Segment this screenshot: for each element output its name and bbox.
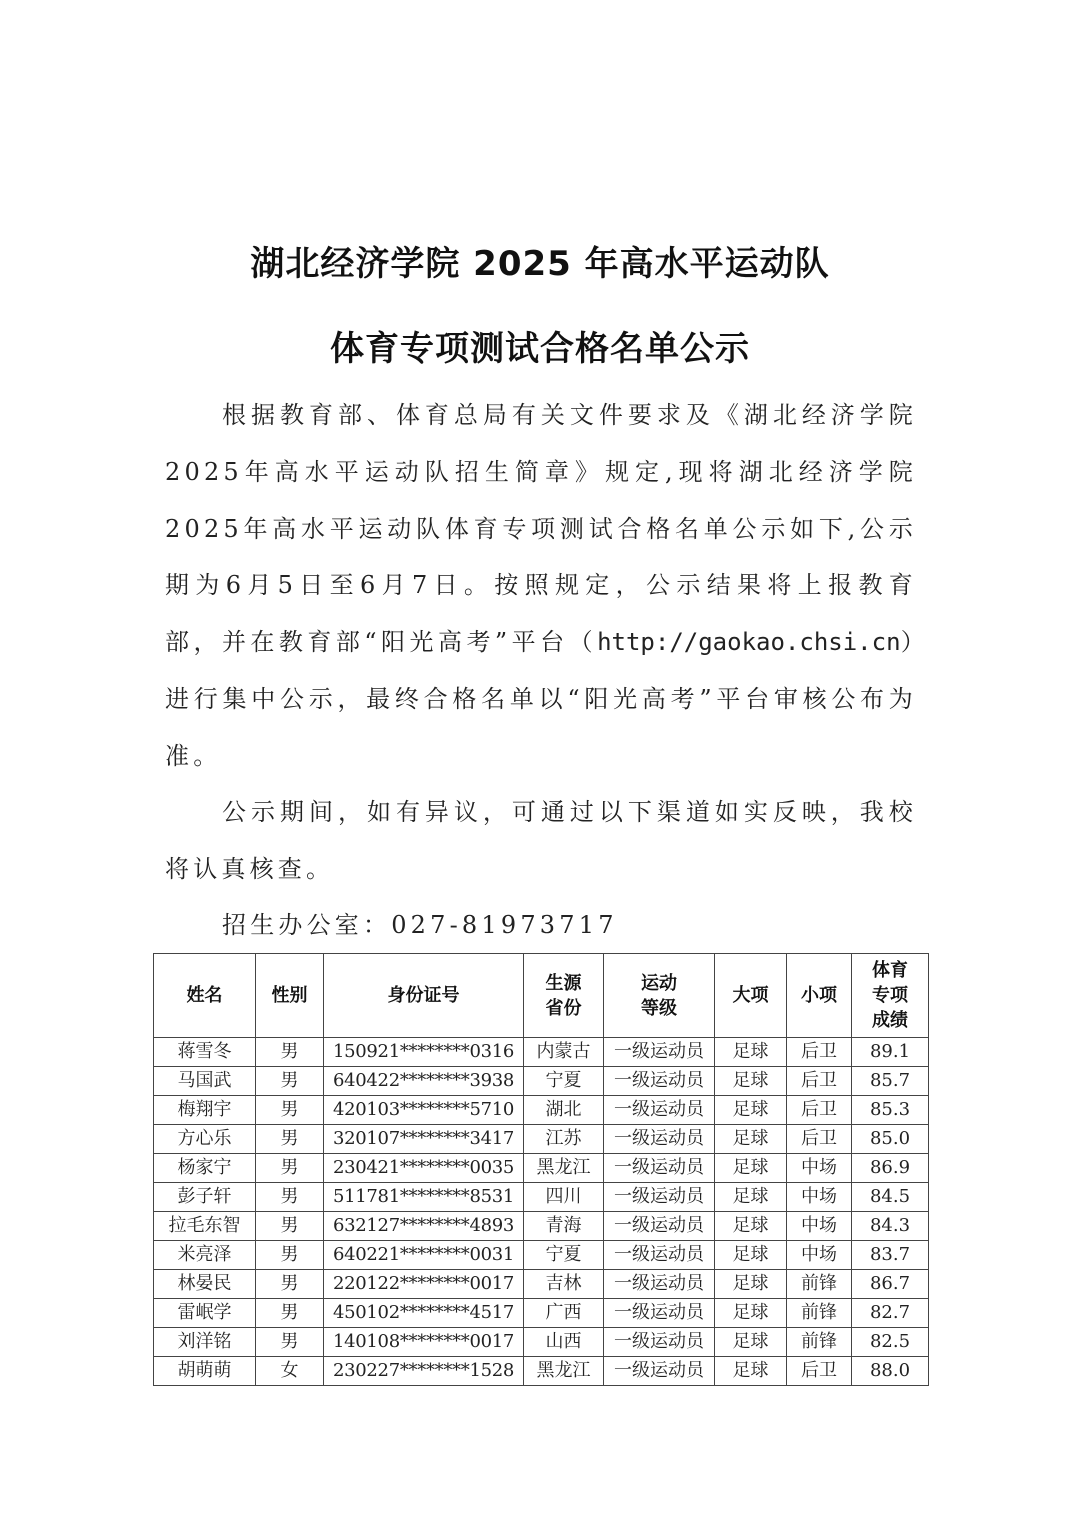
cell-sport: 足球	[715, 1125, 787, 1154]
cell-sport-level: 一级运动员	[604, 1328, 715, 1357]
cell-position: 前锋	[787, 1270, 852, 1299]
contact-phone: 027-81973717	[391, 911, 618, 939]
cell-id-number: 230227********1528	[324, 1357, 524, 1386]
cell-gender: 男	[256, 1183, 324, 1212]
cell-score: 82.5	[852, 1328, 929, 1357]
cell-position: 中场	[787, 1154, 852, 1183]
cell-gender: 男	[256, 1241, 324, 1270]
header-text: 省份	[545, 997, 582, 1019]
cell-score: 89.1	[852, 1038, 929, 1067]
cell-name: 刘洋铭	[154, 1328, 256, 1357]
cell-gender: 男	[256, 1096, 324, 1125]
cell-sport: 足球	[715, 1270, 787, 1299]
header-name	[154, 954, 256, 1038]
header-text: 成绩	[872, 1010, 908, 1031]
cell-score: 85.7	[852, 1067, 929, 1096]
header-text: 专项	[872, 985, 908, 1006]
cell-province: 湖北	[524, 1096, 604, 1125]
cell-id-number: 420103********5710	[324, 1096, 524, 1125]
cell-name: 蒋雪冬	[154, 1038, 256, 1067]
cell-id-number: 640221********0031	[324, 1241, 524, 1270]
contact-label: 招生办公室：	[222, 911, 392, 939]
cell-province: 广西	[524, 1299, 604, 1328]
header-id-number	[324, 954, 524, 1038]
paragraph-text-continued: ）进行集中公示，最终合格名单以“阳光高考”平台审核公布为准。	[165, 628, 917, 770]
cell-sport: 足球	[715, 1183, 787, 1212]
cell-id-number: 511781********8531	[324, 1183, 524, 1212]
cell-sport-level: 一级运动员	[604, 1096, 715, 1125]
cell-id-number: 220122********0017	[324, 1270, 524, 1299]
cell-province: 青海	[524, 1212, 604, 1241]
cell-score: 82.7	[852, 1299, 929, 1328]
cell-score: 86.9	[852, 1154, 929, 1183]
objection-text: 公示期间，如有异议，可通过以下渠道如实反映，我校将认真核查。	[165, 798, 917, 883]
header-text: 性别	[271, 985, 308, 1006]
cell-sport-level: 一级运动员	[604, 1038, 715, 1067]
table-row	[154, 1067, 929, 1096]
header-text: 运动	[641, 972, 677, 994]
cell-score: 84.5	[852, 1183, 929, 1212]
cell-name: 杨家宁	[154, 1154, 256, 1183]
cell-position: 后卫	[787, 1357, 852, 1386]
cell-sport: 足球	[715, 1212, 787, 1241]
platform-url: http://gaokao.chsi.cn	[597, 628, 901, 657]
cell-sport: 足球	[715, 1067, 787, 1096]
cell-province: 宁夏	[524, 1241, 604, 1270]
qualified-list-table	[153, 953, 929, 1386]
cell-position: 后卫	[787, 1067, 852, 1096]
cell-sport: 足球	[715, 1096, 787, 1125]
header-text: 体育	[872, 960, 908, 981]
cell-sport-level: 一级运动员	[604, 1212, 715, 1241]
objection-paragraph	[165, 784, 917, 898]
header-text: 姓名	[186, 985, 223, 1006]
cell-sport-level: 一级运动员	[604, 1241, 715, 1270]
cell-position: 前锋	[787, 1299, 852, 1328]
cell-name: 梅翔宇	[154, 1096, 256, 1125]
cell-province: 四川	[524, 1183, 604, 1212]
cell-name: 彭子轩	[154, 1183, 256, 1212]
header-province	[524, 954, 604, 1038]
cell-province: 江苏	[524, 1125, 604, 1154]
cell-province: 宁夏	[524, 1067, 604, 1096]
cell-position: 中场	[787, 1212, 852, 1241]
cell-score: 86.7	[852, 1270, 929, 1299]
cell-gender: 男	[256, 1125, 324, 1154]
header-text: 等级	[641, 997, 677, 1019]
cell-sport-level: 一级运动员	[604, 1067, 715, 1096]
cell-province: 内蒙古	[524, 1038, 604, 1067]
cell-name: 胡萌萌	[154, 1357, 256, 1386]
cell-name: 林晏民	[154, 1270, 256, 1299]
table-row	[154, 1328, 929, 1357]
cell-score: 83.7	[852, 1241, 929, 1270]
table-row	[154, 1154, 929, 1183]
cell-id-number: 450102********4517	[324, 1299, 524, 1328]
table-row	[154, 1299, 929, 1328]
cell-gender: 男	[256, 1067, 324, 1096]
cell-province: 山西	[524, 1328, 604, 1357]
cell-sport-level: 一级运动员	[604, 1125, 715, 1154]
cell-sport-level: 一级运动员	[604, 1154, 715, 1183]
cell-id-number: 230421********0035	[324, 1154, 524, 1183]
cell-position: 后卫	[787, 1096, 852, 1125]
cell-sport: 足球	[715, 1241, 787, 1270]
table-body	[154, 1038, 929, 1386]
cell-gender: 男	[256, 1212, 324, 1241]
cell-name: 拉毛东智	[154, 1212, 256, 1241]
header-text: 身份证号	[387, 985, 460, 1006]
header-sport-level	[604, 954, 715, 1038]
document-title-line-2: 体育专项测试合格名单公示	[330, 329, 750, 369]
cell-name: 方心乐	[154, 1125, 256, 1154]
cell-score: 88.0	[852, 1357, 929, 1386]
cell-sport: 足球	[715, 1154, 787, 1183]
cell-name: 雷岷学	[154, 1299, 256, 1328]
table-row	[154, 1096, 929, 1125]
contact-line	[165, 897, 917, 954]
table-header-row	[154, 954, 929, 1038]
document-title-line-1: 湖北经济学院 2025 年高水平运动队	[250, 244, 830, 284]
table-row	[154, 1038, 929, 1067]
cell-id-number: 320107********3417	[324, 1125, 524, 1154]
header-gender	[256, 954, 324, 1038]
header-score	[852, 954, 929, 1038]
cell-gender: 男	[256, 1270, 324, 1299]
table-row	[154, 1357, 929, 1386]
cell-gender: 女	[256, 1357, 324, 1386]
cell-id-number: 632127********4893	[324, 1212, 524, 1241]
header-sport	[715, 954, 787, 1038]
cell-gender: 男	[256, 1328, 324, 1357]
announcement-paragraph	[165, 387, 917, 785]
cell-province: 黑龙江	[524, 1154, 604, 1183]
header-text: 生源	[545, 972, 582, 994]
header-text: 小项	[801, 985, 837, 1006]
cell-position: 中场	[787, 1241, 852, 1270]
cell-position: 后卫	[787, 1125, 852, 1154]
cell-province: 吉林	[524, 1270, 604, 1299]
table-row	[154, 1212, 929, 1241]
cell-id-number: 640422********3938	[324, 1067, 524, 1096]
table-row	[154, 1183, 929, 1212]
cell-sport-level: 一级运动员	[604, 1270, 715, 1299]
cell-gender: 男	[256, 1154, 324, 1183]
header-position	[787, 954, 852, 1038]
cell-sport: 足球	[715, 1328, 787, 1357]
cell-score: 84.3	[852, 1212, 929, 1241]
cell-id-number: 150921********0316	[324, 1038, 524, 1067]
cell-sport-level: 一级运动员	[604, 1357, 715, 1386]
cell-score: 85.0	[852, 1125, 929, 1154]
table-row	[154, 1241, 929, 1270]
table-row	[154, 1125, 929, 1154]
cell-sport-level: 一级运动员	[604, 1183, 715, 1212]
cell-position: 中场	[787, 1183, 852, 1212]
cell-score: 85.3	[852, 1096, 929, 1125]
cell-gender: 男	[256, 1038, 324, 1067]
table-row	[154, 1270, 929, 1299]
cell-position: 后卫	[787, 1038, 852, 1067]
cell-name: 米亮泽	[154, 1241, 256, 1270]
cell-position: 前锋	[787, 1328, 852, 1357]
cell-gender: 男	[256, 1299, 324, 1328]
header-text: 大项	[732, 985, 769, 1006]
cell-sport-level: 一级运动员	[604, 1299, 715, 1328]
cell-province: 黑龙江	[524, 1357, 604, 1386]
cell-sport: 足球	[715, 1299, 787, 1328]
cell-id-number: 140108********0017	[324, 1328, 524, 1357]
cell-name: 马国武	[154, 1067, 256, 1096]
paragraph-text: 根据教育部、体育总局有关文件要求及《湖北经济学院2025年高水平运动队招生简章》规定,现将湖北经济学院2025年高水平运动队体育专项测试合格名单公示如下,公示期为6月5日至6月7日。按照规定，公示结果将上报教育部，并在教育部“阳光高考”平台（	[165, 401, 917, 657]
cell-sport: 足球	[715, 1038, 787, 1067]
cell-sport: 足球	[715, 1357, 787, 1386]
